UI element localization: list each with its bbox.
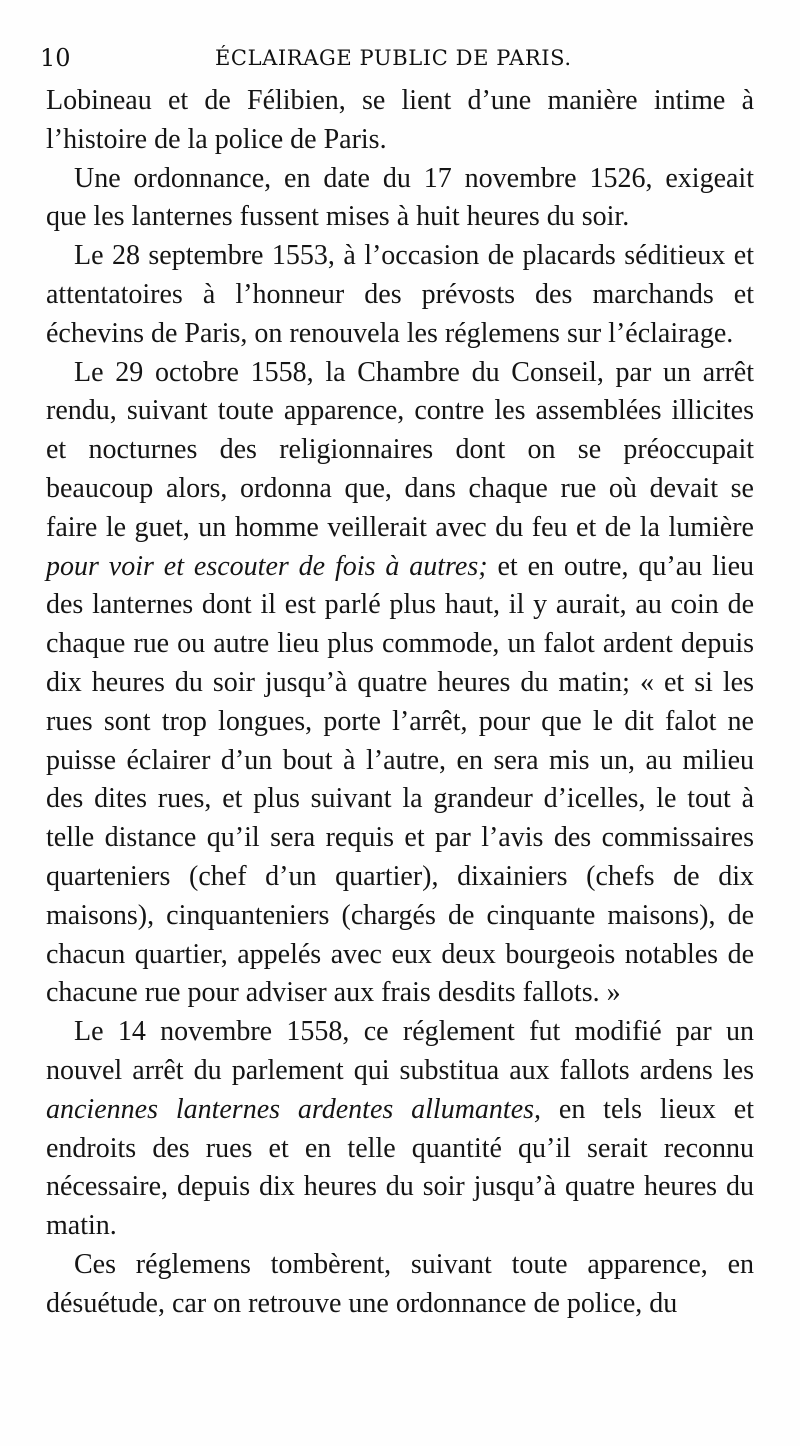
- text-run: Ces réglemens tombèrent, suivant toute apparence, en désuétude, car on retrouve une ordonnance de police, du: [46, 1248, 754, 1319]
- paragraph-ordonnance-1526: [46, 160, 754, 238]
- paragraph-septembre-1553: [46, 237, 754, 353]
- text-run: Lobineau et de Félibien, se lient d’une manière intime à l’histoire de la police de Paris.: [46, 85, 754, 155]
- text-run: en tels lieux et endroits des rues et en telle quantité qu’il serait reconnu nécessaire, depuis dix heures du soir jusqu’à quatre heures du matin.: [46, 1093, 754, 1242]
- text-run: Une ordonnance, en date du 17 novembre 1526, exigeait que les lanternes fussent mises à huit heures du soir.: [46, 162, 754, 233]
- paragraph-novembre-1558: [46, 1013, 754, 1246]
- paragraph-desuetude: [46, 1246, 754, 1324]
- page-header: [40, 40, 760, 76]
- paragraph-octobre-1558: [46, 354, 754, 1014]
- text-run: Le 14 novembre 1558, ce réglement fut modifié par un nouvel arrêt du parlement qui substitua aux fallots ardens les: [46, 1016, 754, 1086]
- italic-quote: anciennes lanternes ardentes allumantes,: [46, 1093, 542, 1125]
- italic-quote: pour voir et escouter de fois à autres;: [46, 550, 488, 582]
- paragraph-continuation: [46, 82, 754, 160]
- text-run: Le 29 octobre 1558, la Chambre du Conseil, par un arrêt rendu, suivant toute apparence, contre les assemblées illicites et nocturnes des religionnaires dont on se préoccupait beaucoup alors, ordonna que, dans chaque rue où devait se faire le guet, un homme veillerait avec du feu et de la lumière: [46, 356, 754, 543]
- page-number: 10: [40, 44, 71, 72]
- running-title: ÉCLAIRAGE PUBLIC DE PARIS.: [215, 46, 572, 70]
- body-text: [46, 82, 754, 1324]
- text-run: et en outre, qu’au lieu des lanternes dont il est parlé plus haut, il y aurait, au coin de chaque rue ou autre lieu plus commode, un falot ardent depuis dix heures du soir jusqu’à quatre heures du matin; « et si les rues sont trop longues, porte l’arrêt, pour que le dit falot ne puisse éclairer d’un bout à l’autre, en sera mis un, au milieu des dites rues, et plus suivant la grandeur d’icelles, le tout à telle distance qu’il sera requis et par l’avis des commissaires quarteniers (chef d’un quartier), dixainiers (chefs de dix maisons), cinquanteniers (chargés de cinquante maisons), de chacun quartier, appelés avec eux deux bourgeois notables de chacune rue pour adviser aux frais desdits fallots. »: [46, 550, 755, 1009]
- text-run: Le 28 septembre 1553, à l’occasion de placards séditieux et attentatoires à l’honneur des prévosts des marchands et échevins de Paris, on renouvela les réglemens sur l’éclairage.: [46, 240, 754, 349]
